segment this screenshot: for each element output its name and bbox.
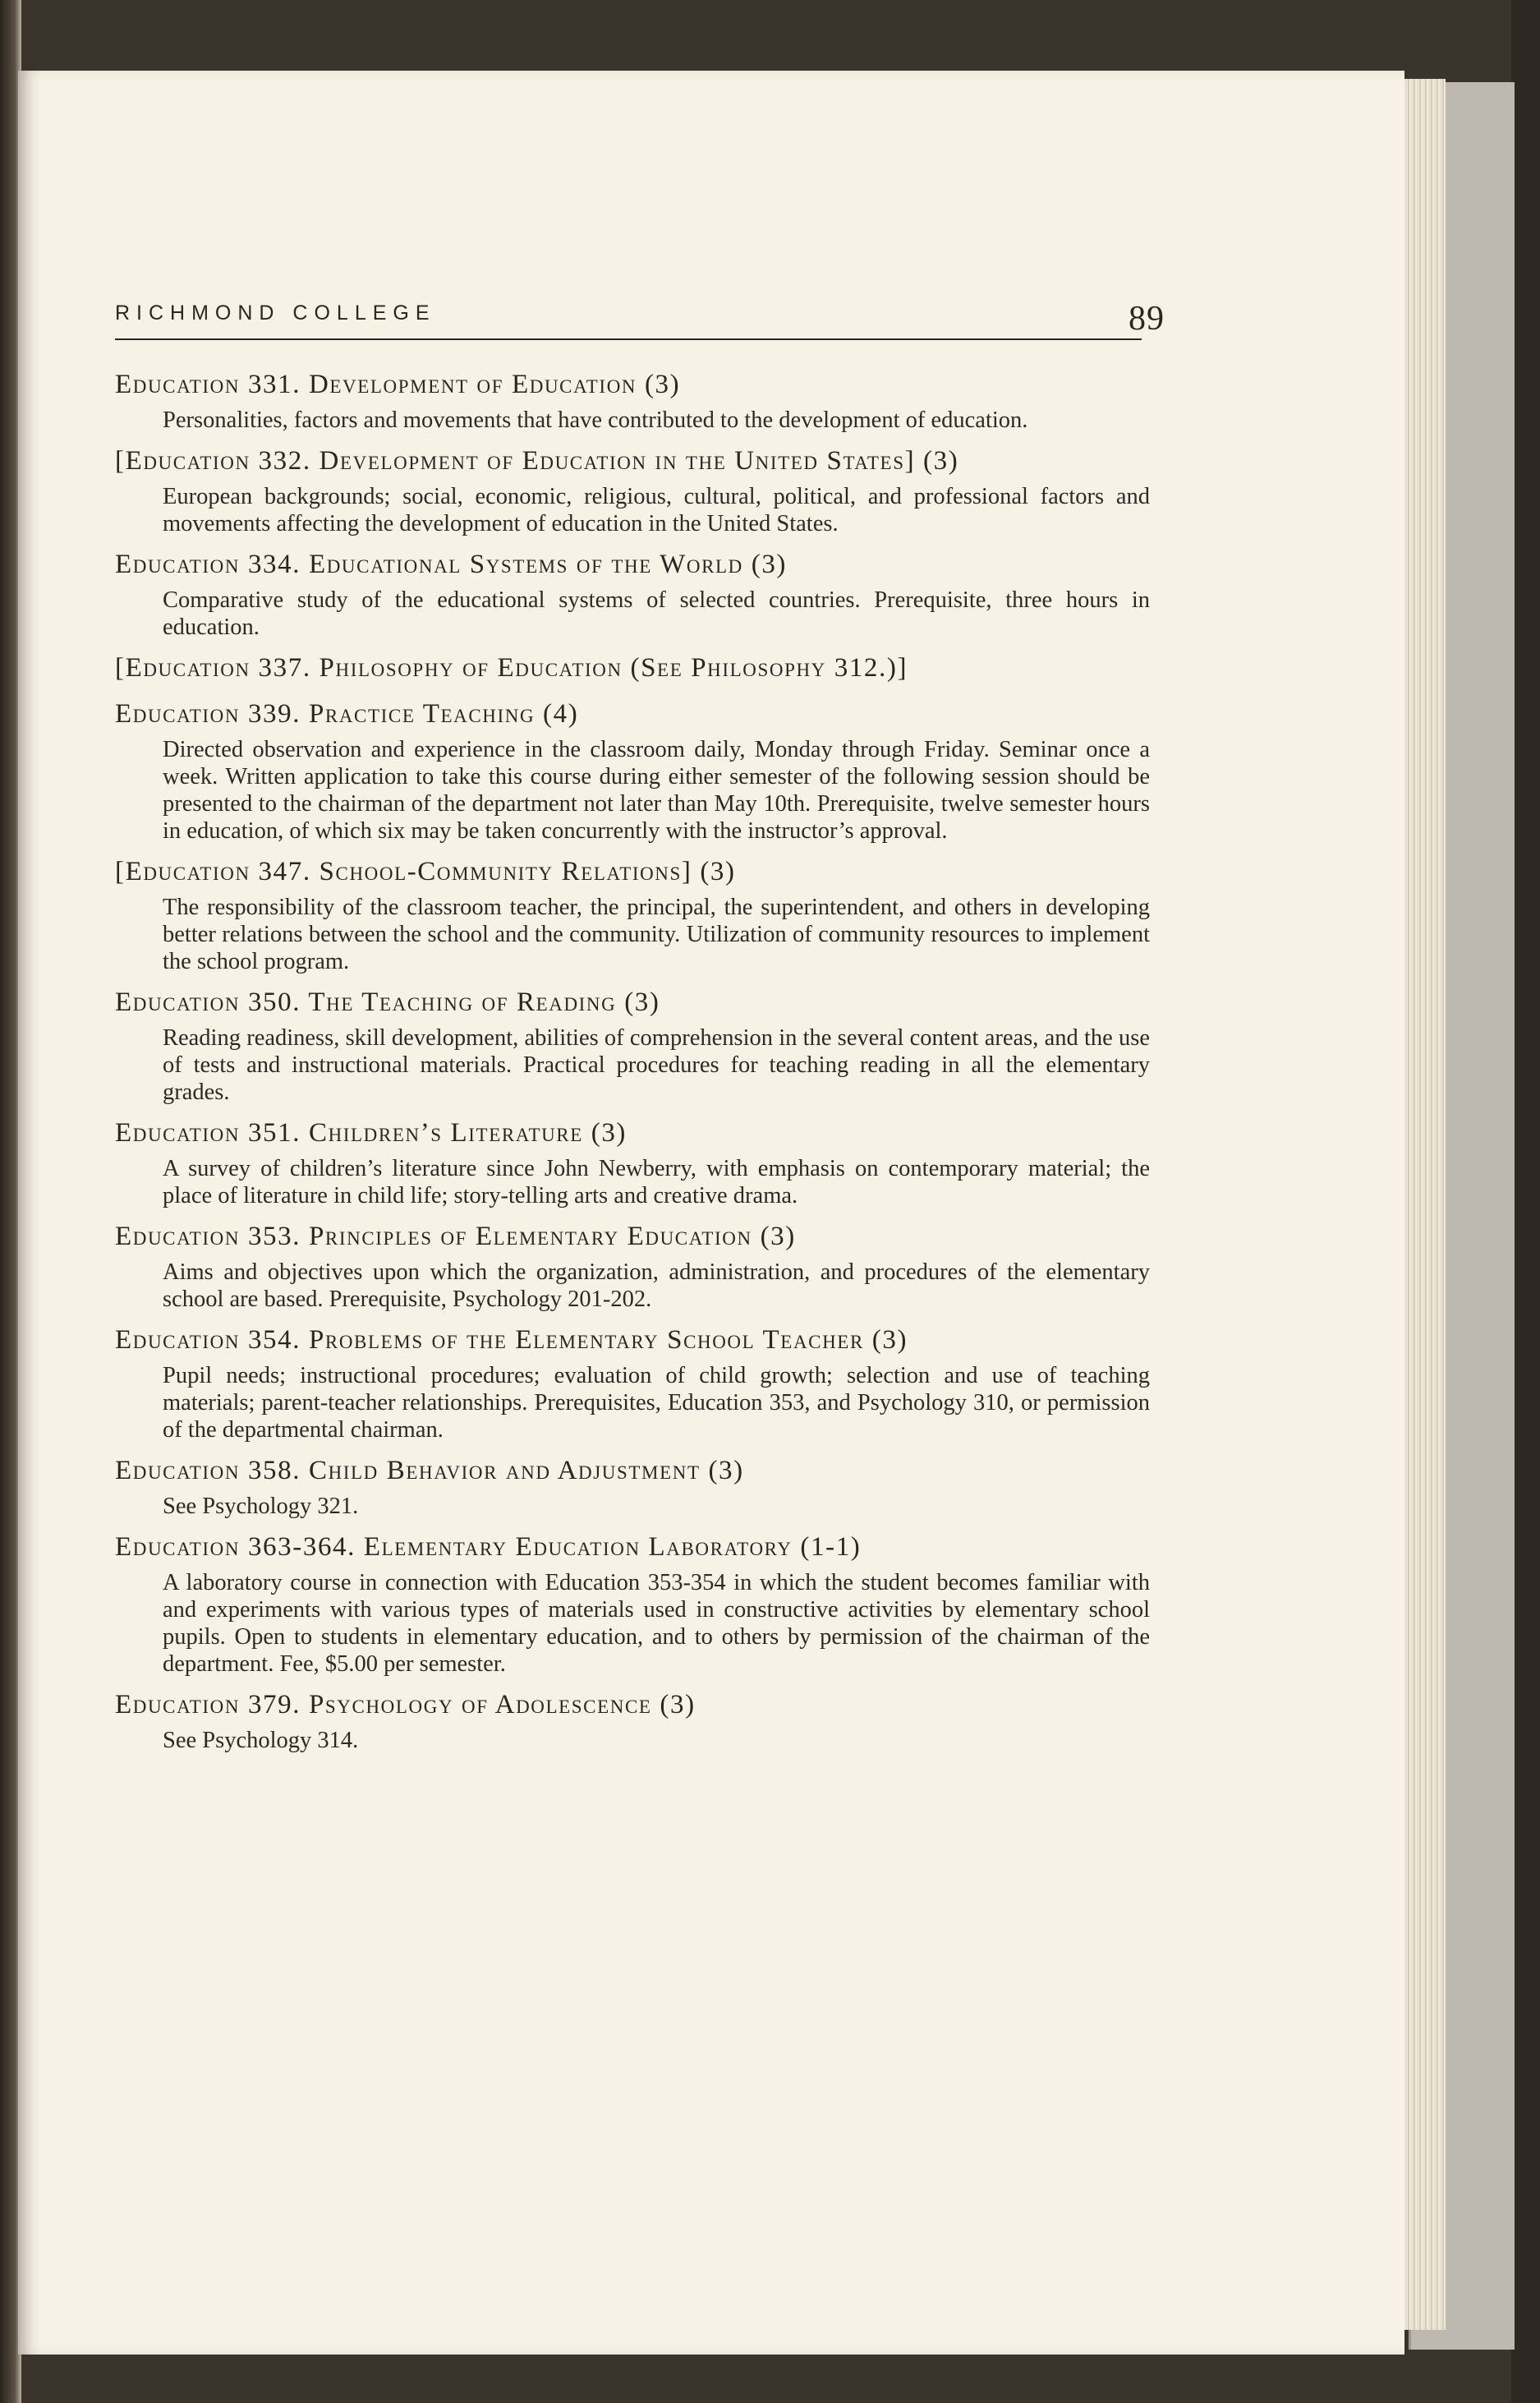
course-heading: Education 358. Child Behavior and Adjustment (3) (115, 1456, 744, 1485)
page-number: 89 (1129, 300, 1165, 338)
course-heading: Education 350. The Teaching of Reading (3) (115, 987, 660, 1017)
background-dark-edge (1511, 0, 1540, 2403)
course-entry (115, 1218, 1150, 1313)
course-heading: Education 353. Principles of Elementary Education (3) (115, 1222, 796, 1251)
course-heading: Education 331. Development of Education (3) (115, 370, 681, 399)
course-description: See Psychology 314. (163, 1728, 359, 1753)
running-head (115, 289, 1165, 340)
course-description: Pupil needs; instructional procedures; evaluation of child growth; selection and use of teaching materials; parent-teacher relationships. Prerequisites, Education 353, and Psychology 310, or permission of the departmental chairman. (163, 1363, 1150, 1443)
course-description: Personalities, factors and movements that have contributed to the development of education. (163, 407, 1028, 433)
course-listing (115, 366, 1150, 1762)
course-entry (115, 853, 1150, 975)
course-description: The responsibility of the classroom teacher, the principal, the superintendent, and others in developing better relations between the school and the community. Utilization of community resources to implement the school program. (163, 895, 1150, 974)
course-heading: Education 379. Psychology of Adolescence (3) (115, 1690, 696, 1719)
course-entry (115, 1528, 1150, 1678)
course-entry (115, 695, 1150, 845)
course-entry (115, 366, 1150, 434)
course-entry (115, 442, 1150, 537)
course-heading: [Education 347. School-Community Relations] (3) (115, 857, 736, 886)
course-heading: Education 351. Children’s Literature (3) (115, 1118, 627, 1148)
course-entry (115, 1686, 1150, 1754)
course-heading: [Education 337. Philosophy of Education (See Philosophy 312.)] (115, 653, 908, 683)
course-heading: Education 339. Practice Teaching (4) (115, 699, 579, 729)
running-head-title: RICHMOND COLLEGE (115, 302, 436, 325)
course-heading: Education 354. Problems of the Elementary School Teacher (3) (115, 1325, 908, 1355)
course-entry (115, 546, 1150, 641)
course-description: Aims and objectives upon which the organization, administration, and procedures of the elementary school are based. Prerequisite, Psychology 201-202. (163, 1259, 1150, 1312)
course-heading: Education 334. Educational Systems of the World (3) (115, 550, 788, 579)
course-description: A survey of children’s literature since John Newberry, with emphasis on contemporary material; the place of literature in child life; story-telling arts and creative drama. (163, 1156, 1150, 1208)
course-entry (115, 649, 1150, 687)
course-entry (115, 1452, 1150, 1520)
course-entry (115, 983, 1150, 1106)
course-entry (115, 1114, 1150, 1209)
course-description: Directed observation and experience in the classroom daily, Monday through Friday. Seminar once a week. Written application to take this course during either semester of the following session should be presented to the chairman of the department not later than May 10th. Prerequisite, twelve semester hours in education, of which six may be taken concurrently with the instructor’s approval. (163, 737, 1150, 844)
course-description: See Psychology 321. (163, 1494, 359, 1519)
course-description: Reading readiness, skill development, abilities of comprehension in the several content areas, and the use of tests and instructional materials. Practical procedures for teaching reading in all the elementary grades. (163, 1025, 1150, 1105)
course-heading: [Education 332. Development of Education in the United States] (3) (115, 446, 959, 476)
course-description: European backgrounds; social, economic, religious, cultural, political, and professional factors and movements affecting the development of education in the United States. (163, 484, 1150, 536)
course-description: A laboratory course in connection with Education 353-354 in which the student becomes familiar with and experiments with various types of materials used in constructive activities by elementary school pupils. Open to students in elementary education, and to others by permission of the chairman of the department. Fee, $5.00 per semester. (163, 1570, 1150, 1677)
course-entry (115, 1321, 1150, 1443)
course-heading: Education 363-364. Elementary Education Laboratory (1-1) (115, 1532, 862, 1562)
course-description: Comparative study of the educational systems of selected countries. Prerequisite, three hours in education. (163, 587, 1150, 640)
